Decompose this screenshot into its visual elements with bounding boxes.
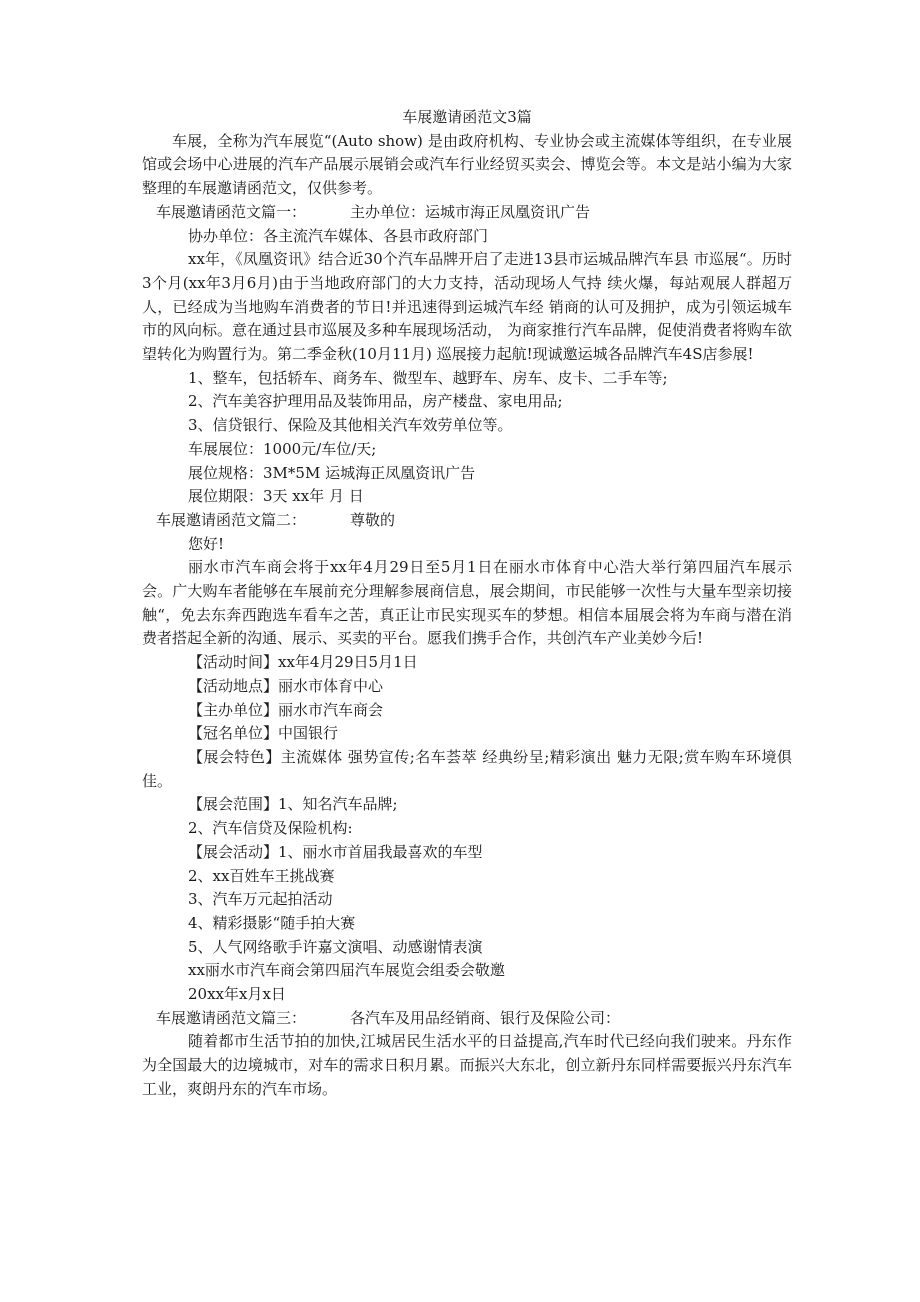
section-1-heading (142, 201, 792, 225)
section-1-paragraph: xx年，《凤凰资讯》结合近30个汽车品牌开启了走进13县市运城品牌汽车县 市巡展“。历时3个月(xx年3月6月)由于当地政府部门的大力支持，活动现场人气持 续火爆，每站观展人群超万人，已经成为当地购车消费者的节日!并迅速得到运城汽车经 销商的认可及拥护，成为引领运城车市的风向标。意在通过县市巡展及多种车展现场活动， 为商家推行汽车品牌，促使消费者将购车欲望转化为购置行为。第二季金秋(10月11月) 巡展接力起航!现诚邀运城各品牌汽车4S店参展! (142, 250, 792, 364)
exhibition-scope: 【展会范围】1、知名汽车品牌; (188, 795, 398, 814)
section-1-title: 车展邀请函范文篇一： (156, 202, 307, 221)
exhibition-features: 【展会特色】主流媒体 强势宣传;名车荟萃 经典纷呈;精彩演出 魅力无限;赏车购车环境俱佳。 (142, 747, 792, 790)
booth-price: 车展展位：1000元/车位/天; (188, 439, 377, 458)
section-3-recipients: 各汽车及用品经销商、银行及保险公司： (350, 1008, 621, 1027)
booth-period: 展位期限：3天 xx年 月 日 (188, 487, 364, 506)
document-title: 车展邀请函范文3篇 (402, 108, 532, 126)
section-2-title: 车展邀请函范文篇二： (156, 510, 307, 529)
section-1-co-organizer: 协办单位：各主流汽车媒体、各县市政府部门 (188, 226, 489, 245)
section-2-paragraph: 丽水市汽车商会将于xx年4月29日至5月1日在丽水市体育中心浩大举行第四届汽车展示会。广大购车者能够在车展前充分理解参展商信息，展会期间，市民能够一次性与大量车型亲切接触“，免去东奔西跑选车看车之苦，真正让市民实现买车的梦想。相信本届展会将为车商与潜在消费者搭起全新的沟通、展示、买卖的平台。愿我们携手合作，共创汽车产业美妙今后! (142, 558, 792, 648)
list-item: 2、xx百姓车王挑战赛 (188, 866, 335, 885)
section-1-organizer: 主办单位：运城市海正凤凰资讯广告 (350, 202, 591, 221)
booth-size: 展位规格：3M*5M 运城海正凤凰资讯广告 (188, 463, 476, 482)
section-1-item: 1、整车，包括轿车、商务车、微型车、越野车、房车、皮卡、二手车等; (188, 368, 668, 387)
exhibition-activities: 【展会活动】1、丽水市首届我最喜欢的车型 (188, 842, 483, 861)
section-2-salutation: 尊敬的 (350, 510, 396, 529)
section-3-title: 车展邀请函范文篇三： (156, 1008, 307, 1027)
organizer: 【主办单位】丽水市汽车商会 (188, 700, 384, 719)
document-page (142, 106, 792, 1102)
signature-date: 20xx年x月x日 (188, 985, 286, 1004)
list-item: 2、汽车信贷及保险机构: (188, 819, 353, 838)
activity-location: 【活动地点】丽水市体育中心 (188, 676, 384, 695)
list-item: 5、人气网络歌手许嘉文演唱、动感谢情表演 (188, 937, 483, 956)
list-item: 3、汽车万元起拍活动 (188, 890, 333, 909)
section-3-heading (142, 1007, 792, 1031)
section-2-heading (142, 509, 792, 533)
title-sponsor: 【冠名单位】中国银行 (188, 724, 339, 743)
section-3-paragraph: 随着都市生活节拍的加快,江城居民生活水平的日益提高,汽车时代已经向我们驶来。丹东作为全国最大的边境城市，对车的需求日积月累。而振兴大东北，创立新丹东同样需要振兴丹东汽车工业，爽朗丹东的汽车市场。 (142, 1032, 792, 1098)
section-1-item: 2、汽车美容护理用品及装饰用品，房产楼盘、家电用品; (188, 392, 563, 411)
list-item: 4、精彩摄影“随手拍大赛 (188, 913, 356, 932)
activity-time: 【活动时间】xx年4月29日5月1日 (188, 653, 418, 672)
signature: xx丽水市汽车商会第四届汽车展览会组委会敬邀 (188, 961, 505, 980)
section-2-greeting: 您好! (188, 534, 225, 553)
intro-paragraph: 车展，全称为汽车展览“(Auto show) 是由政府机构、专业协会或主流媒体等组织，在专业展馆或会场中心进展的汽车产品展示展销会或汽车行业经贸买卖会、博览会等。本文是站小编为大家整理的车展邀请函范文，仅供参考。 (142, 131, 792, 198)
section-1-item: 3、信贷银行、保险及其他相关汽车效劳单位等。 (188, 416, 513, 435)
